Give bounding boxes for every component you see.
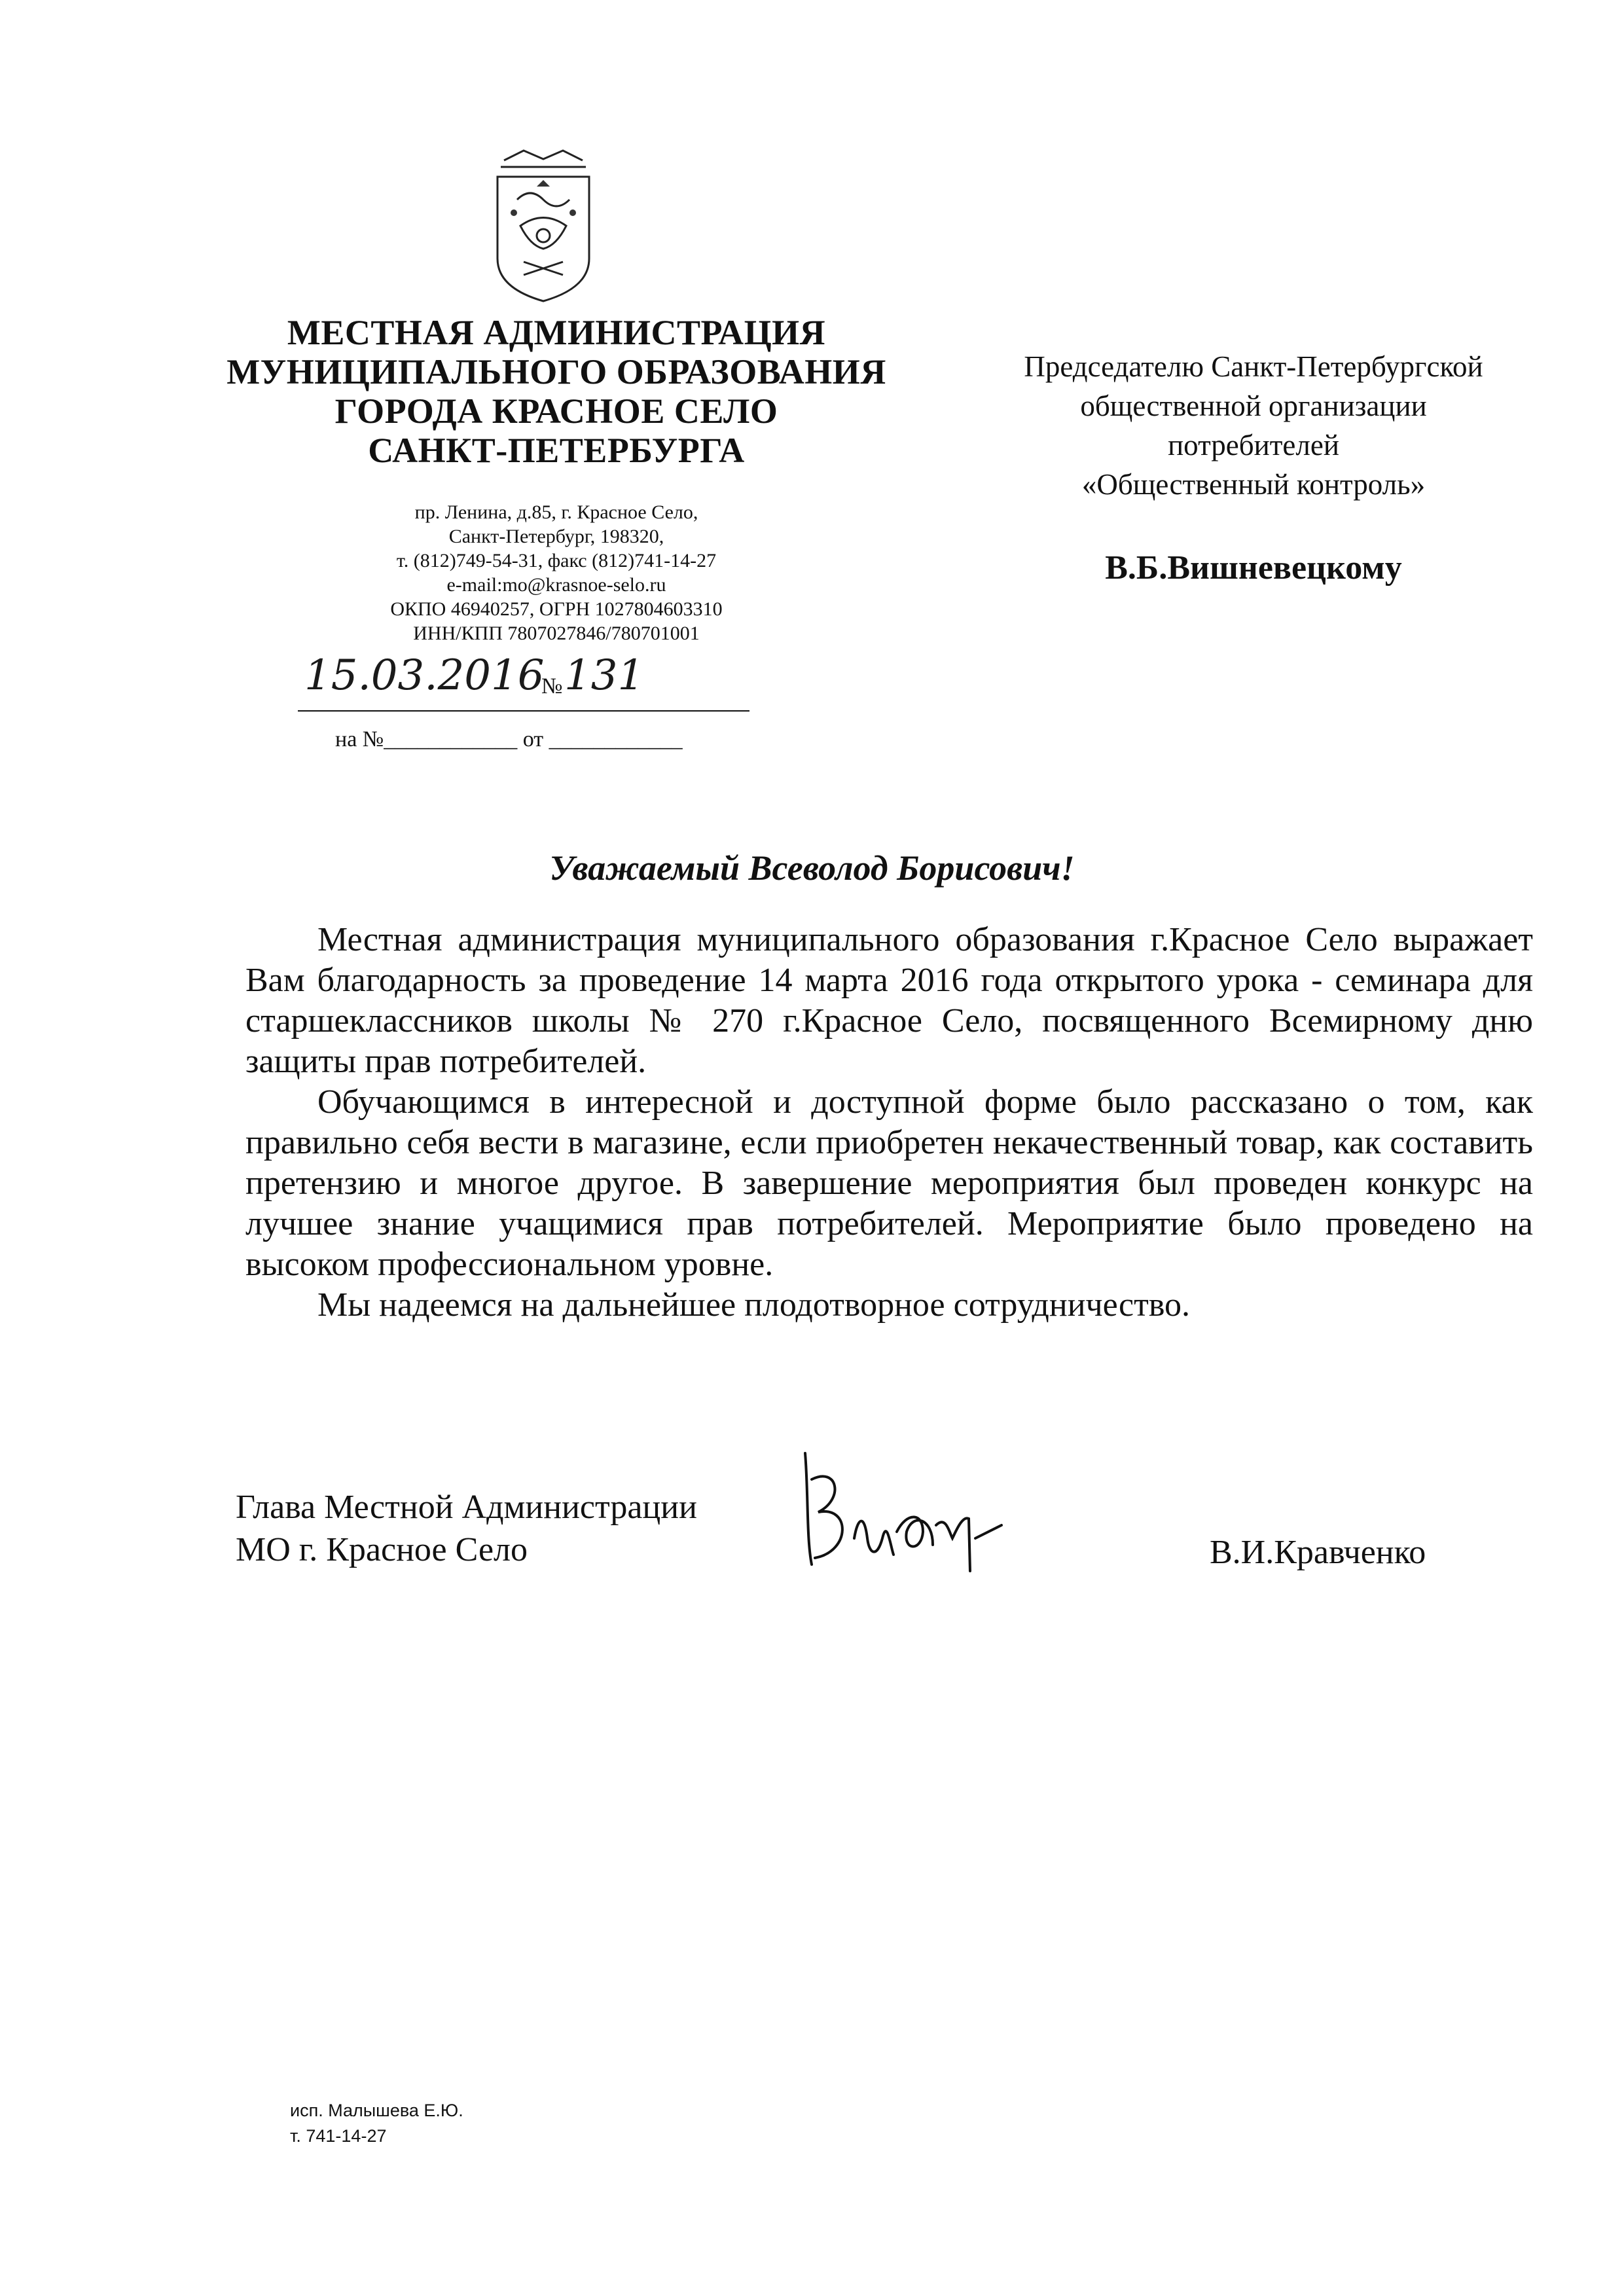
executor-line: т. 741-14-27 <box>290 2126 387 2146</box>
registration-underline <box>298 710 749 712</box>
address-line: e-mail:mo@krasnoe-selo.ru <box>446 574 666 596</box>
addressee-block <box>943 347 1564 504</box>
signatory-name: В.И.Кравченко <box>1210 1534 1426 1571</box>
body-paragraph: Мы надеемся на дальнейшее плодотворное сотрудничество. <box>317 1286 1191 1324</box>
address-line: ОКПО 46940257, ОГРН 1027804603310 <box>390 598 723 620</box>
reference-date-blank: ____________ <box>549 727 683 751</box>
reference-number-blank: ____________ <box>384 727 518 751</box>
addressee-line: Председателю Санкт-Петербургской <box>1024 350 1483 383</box>
registration-number-label: № <box>541 674 563 698</box>
registration-date: 15.03.2016 <box>304 651 545 700</box>
reference-label: на № <box>335 727 384 751</box>
reference-line <box>335 727 683 753</box>
addressee-line: «Общественный контроль» <box>1081 468 1426 501</box>
coat-of-arms-icon <box>484 147 602 304</box>
addressee-line: потребителей <box>1168 429 1339 461</box>
body-paragraph: Обучающимся в интересной и доступной форме было рассказано о том, как правильно себя вести в магазине, если приобретен некачественный товар, как составить претензию и многое другое. В завершение мероприятия был проведен конкурс на лучшее знание учащимися прав потребителей. Мероприятие было проведено на высоком профессиональном уровне. <box>245 1083 1533 1283</box>
address-line: ИНН/КПП 7807027846/780701001 <box>413 623 700 644</box>
addressee-name: В.Б.Вишневецкому <box>1105 549 1402 587</box>
address-line: Санкт-Петербург, 198320, <box>448 526 664 547</box>
signatory-position-line: МО г. Красное Село <box>236 1531 528 1568</box>
signatory-position <box>236 1486 697 1571</box>
organization-title <box>164 313 949 470</box>
org-title-line: САНКТ-ПЕТЕРБУРГА <box>368 431 745 470</box>
org-title-line: МЕСТНАЯ АДМИНИСТРАЦИЯ <box>287 313 826 352</box>
org-title-line: ГОРОДА КРАСНОЕ СЕЛО <box>334 391 778 431</box>
signatory-position-line: Глава Местной Администрации <box>236 1489 697 1526</box>
letter-body <box>245 920 1533 1326</box>
reference-from-label: от <box>522 727 544 751</box>
address-line: т. (812)749-54-31, факс (812)741-14-27 <box>396 550 717 571</box>
registration-number: 131 <box>564 651 645 700</box>
salutation: Уважаемый Всеволод Борисович! <box>549 848 1075 888</box>
body-paragraph: Местная администрация муниципального образования г.Красное Село выражает Вам благодарность за проведение 14 марта 2016 года открытого урока - семинара для старшеклассников школы № 270 г.Красное Село, посвященного Всемирному дню защиты прав потребителей. <box>245 921 1533 1080</box>
organization-address <box>295 500 818 645</box>
address-line: пр. Ленина, д.85, г. Красное Село, <box>414 501 698 523</box>
handwritten-signature <box>792 1440 1041 1597</box>
org-title-line: МУНИЦИПАЛЬНОГО ОБРАЗОВАНИЯ <box>226 352 886 391</box>
executor-info <box>290 2098 463 2149</box>
addressee-line: общественной организации <box>1080 389 1427 422</box>
executor-line: исп. Малышева Е.Ю. <box>290 2101 463 2120</box>
